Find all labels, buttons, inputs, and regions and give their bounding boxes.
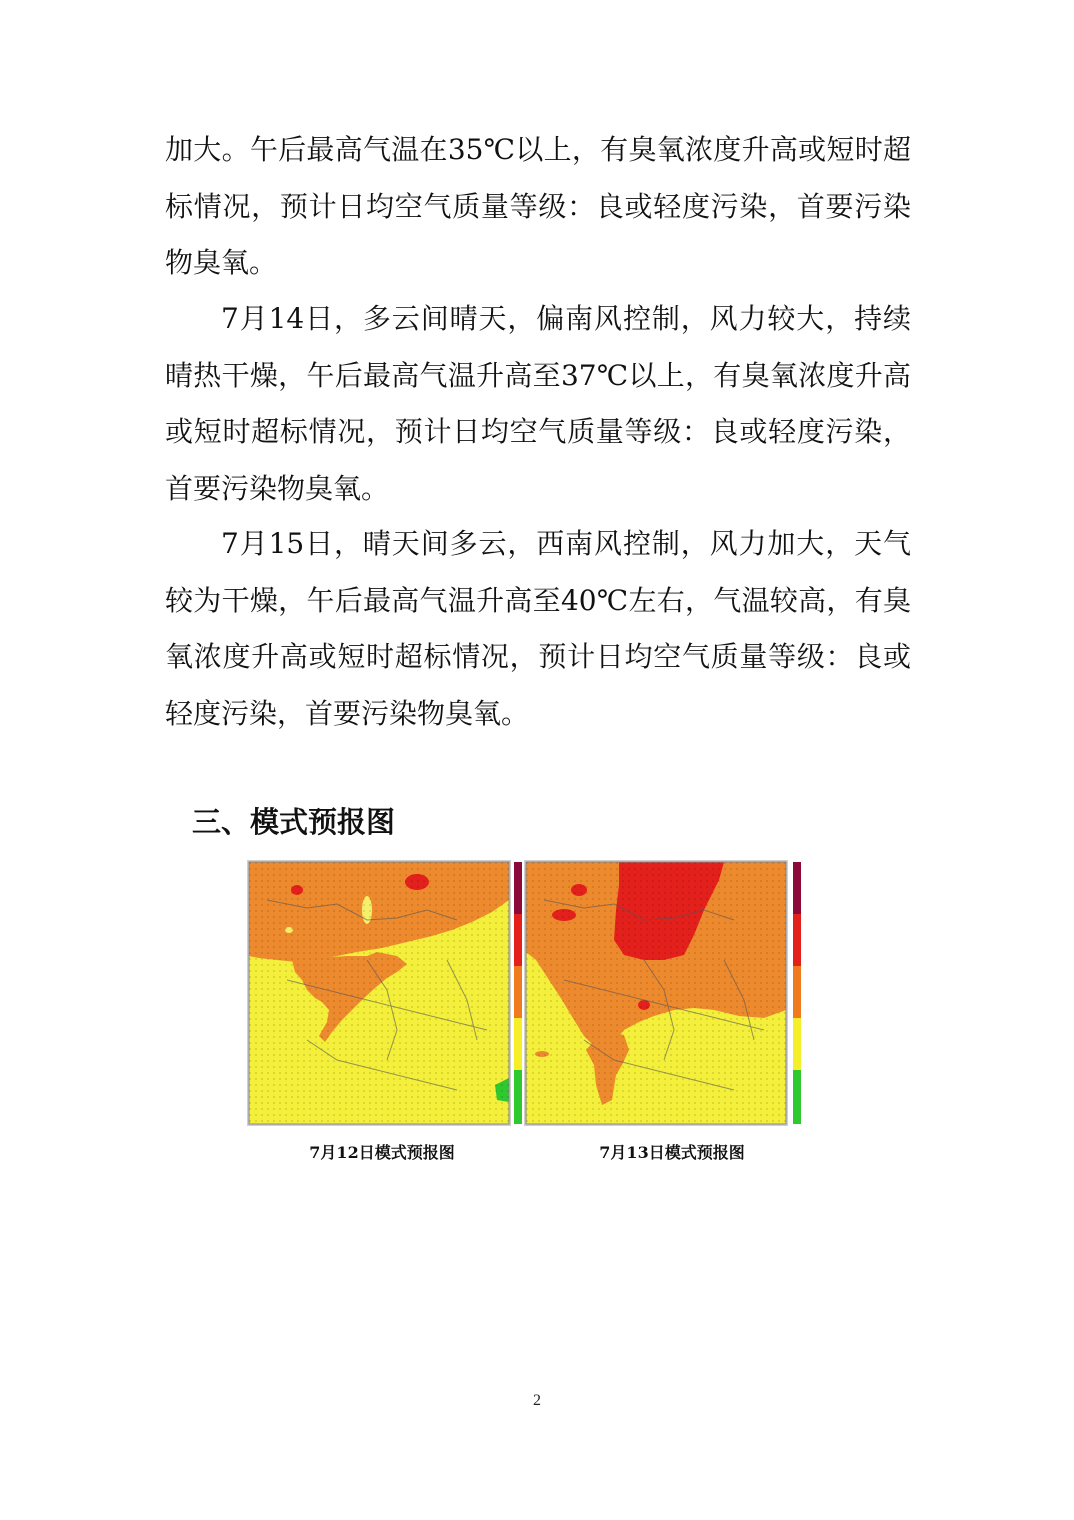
ozone-map-image-2 bbox=[524, 860, 804, 1126]
figure-caption-july-12: 7月12日模式预报图 bbox=[309, 1143, 455, 1162]
paragraph-july-15: 7月15日，晴天间多云，西南风控制，风力加大，天气较为干燥，午后最高气温升高至40℃左右，气温较高，有臭氧浓度升高或短时超标情况，预计日均空气质量等级：良或轻度污染，首要污染物臭氧。 bbox=[165, 527, 911, 730]
paragraph-july-14: 7月14日，多云间晴天，偏南风控制，风力较大，持续晴热干燥，午后最高气温升高至37℃以上，有臭氧浓度升高或短时超标情况，预计日均空气质量等级：良或轻度污染，首要污染物臭氧。 bbox=[165, 302, 911, 505]
forecast-map-july-12 bbox=[247, 860, 527, 1126]
section-heading: 三、模式预报图 bbox=[192, 805, 396, 839]
page-number: 2 bbox=[533, 1392, 541, 1409]
forecast-map-july-13 bbox=[524, 860, 804, 1126]
ozone-map-image-1 bbox=[247, 860, 527, 1126]
figure-caption-july-13: 7月13日模式预报图 bbox=[599, 1143, 745, 1162]
paragraph-continued: 加大。午后最高气温在35℃以上，有臭氧浓度升高或短时超标情况，预计日均空气质量等级：良或轻度污染，首要污染物臭氧。 bbox=[165, 133, 911, 279]
